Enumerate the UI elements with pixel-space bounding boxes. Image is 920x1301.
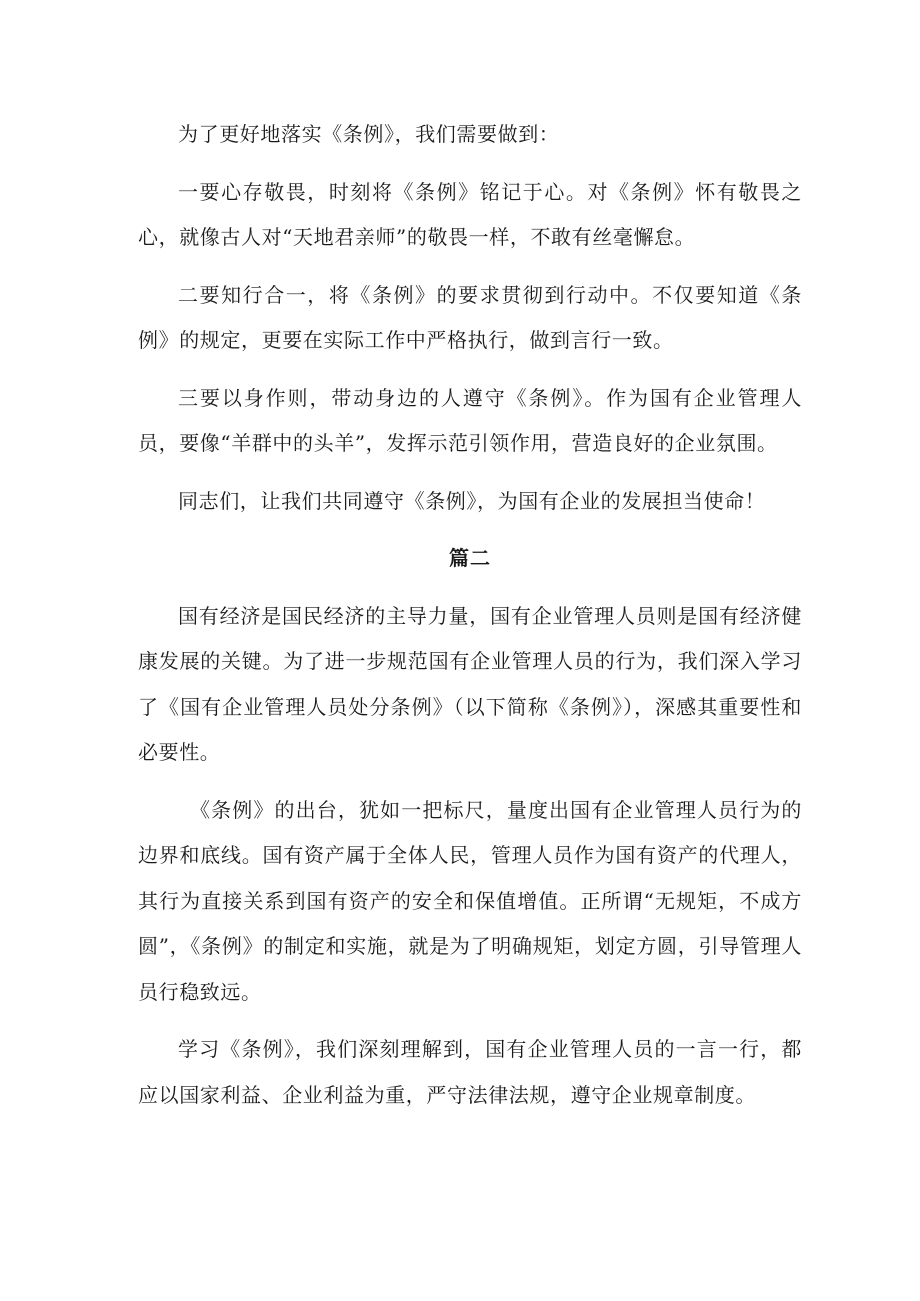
paragraph-point-one: 一要心存敬畏，时刻将《条例》铭记于心。对《条例》怀有敬畏之心，就像古人对“天地君亲师”的敬畏一样，不敢有丝毫懈怠。 [138, 179, 802, 249]
section-title: 篇二 [449, 546, 491, 570]
document-body [138, 112, 802, 1130]
paragraph-section-intro: 国有经济是国民经济的主导力量，国有企业管理人员则是国有经济健康发展的关键。为了进一步规范国有企业管理人员的行为，我们深入学习了《国有企业管理人员处分条例》（以下简称《条例》），深感其重要性和必要性。 [138, 603, 802, 764]
paragraph-closing: 同志们，让我们共同遵守《条例》，为国有企业的发展担当使命！ [178, 488, 766, 513]
paragraph-learning: 学习《条例》，我们深刻理解到，国有企业管理人员的一言一行，都应以国家利益、企业利益为重，严守法律法规，遵守企业规章制度。 [138, 1037, 802, 1107]
paragraph-intro: 为了更好地落实《条例》，我们需要做到： [178, 122, 560, 146]
paragraph-point-three: 三要以身作则，带动身边的人遵守《条例》。作为国有企业管理人员，要像“羊群中的头羊”，发挥示范引领作用，营造良好的企业氛围。 [138, 385, 802, 455]
paragraph-point-two: 二要知行合一，将《条例》的要求贯彻到行动中。不仅要知道《条例》的规定，更要在实际工作中严格执行，做到言行一致。 [138, 282, 802, 352]
paragraph-regulation-role: 《条例》的出台，犹如一把标尺，量度出国有企业管理人员行为的边界和底线。国有资产属于全体人民，管理人员作为国有资产的代理人，其行为直接关系到国有资产的安全和保值增值。正所谓“无规矩，不成方圆”，《条例》的制定和实施，就是为了明确规矩，划定方圆，引导管理人员行稳致远。 [138, 797, 802, 1004]
